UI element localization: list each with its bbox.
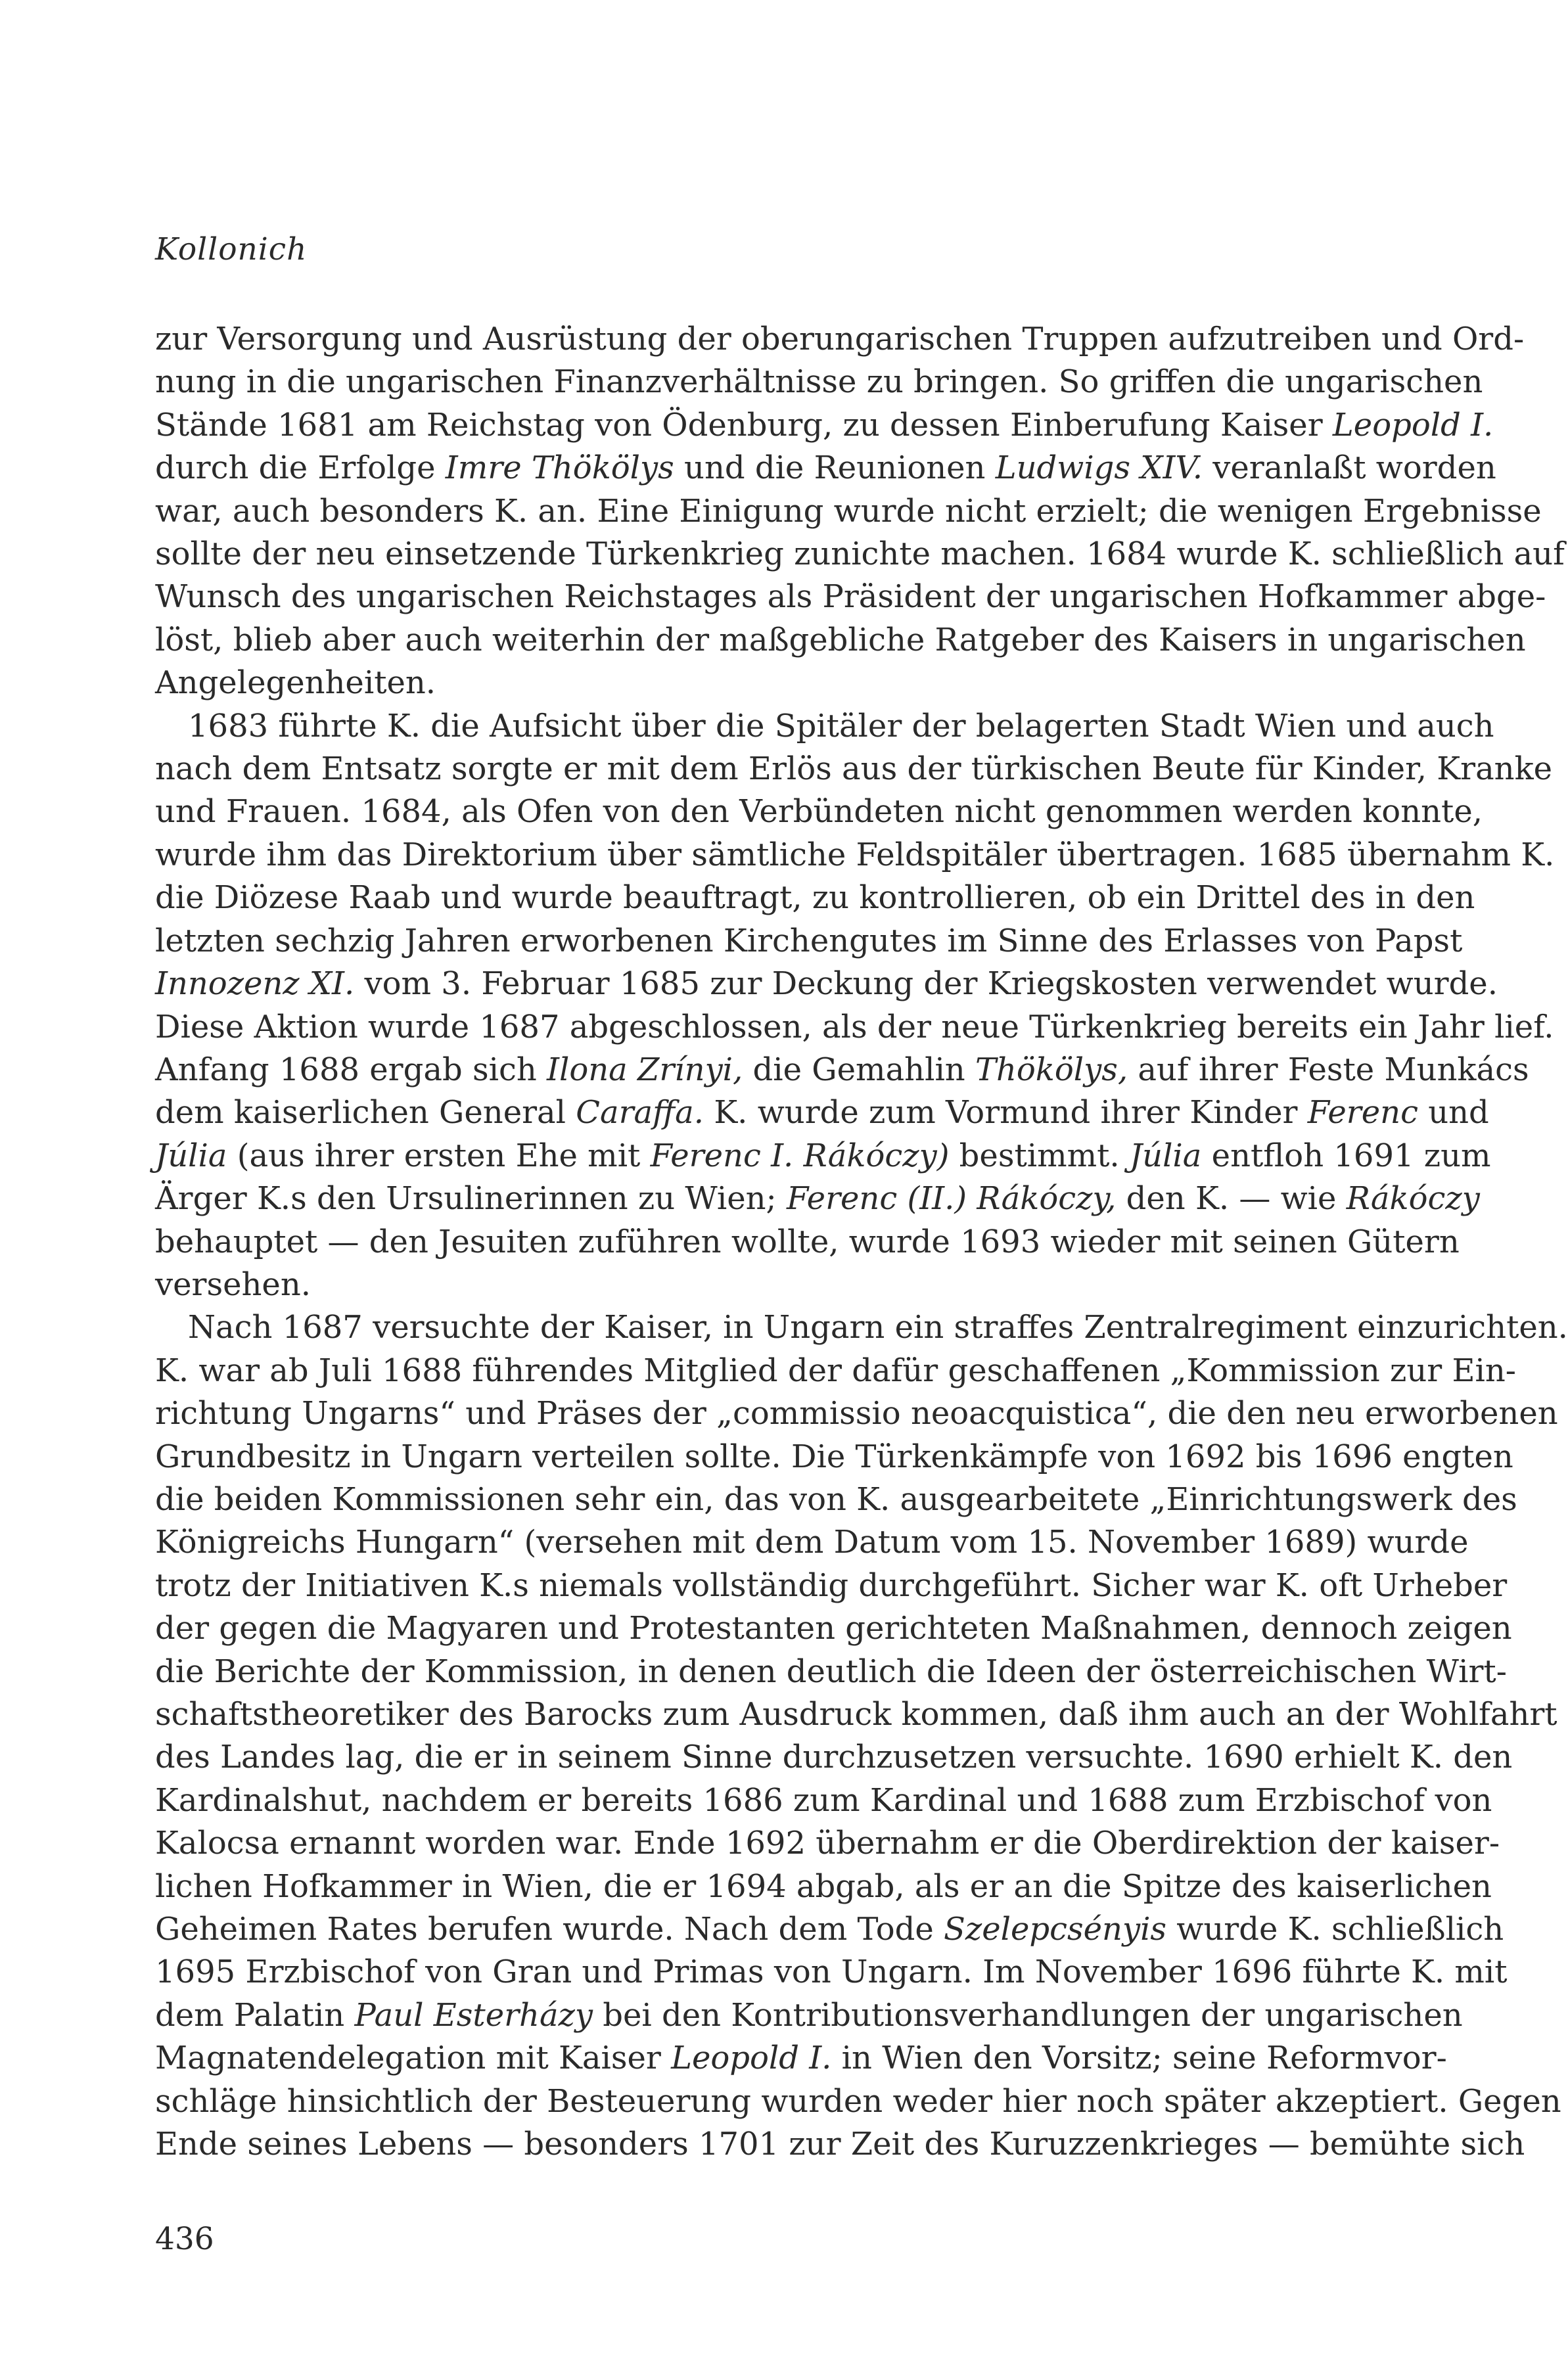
text-line: Ärger K.s den Ursulinerinnen zu Wien; Ferenc (II.) Rákóczy, den K. — wie Rákóczy xyxy=(155,1180,1480,1218)
text-line: schläge hinsichtlich der Besteuerung wurden weder hier noch später akzeptiert. Gegen xyxy=(155,2082,1561,2120)
text-line: sollte der neu einsetzende Türkenkrieg zunichte machen. 1684 wurde K. schließlich auf xyxy=(155,536,1565,573)
text-line: der gegen die Magyaren und Protestanten gerichteten Maßnahmen, dennoch zeigen xyxy=(155,1610,1512,1647)
body-text xyxy=(155,318,1568,2166)
text-line: und Frauen. 1684, als Ofen von den Verbündeten nicht genommen werden konnte, xyxy=(155,793,1483,831)
text-line: Júlia (aus ihrer ersten Ehe mit Ferenc I. Rákóczy) bestimmt. Júlia entfloh 1691 zum xyxy=(155,1137,1491,1174)
text-line: die Diözese Raab und wurde beauftragt, zu kontrollieren, ob ein Drittel des in den xyxy=(155,879,1475,917)
text-line: durch die Erfolge Imre Thökölys und die Reunionen Ludwigs XIV. veranlaßt worden xyxy=(155,449,1496,487)
text-line: 1683 führte K. die Aufsicht über die Spitäler der belagerten Stadt Wien und auch xyxy=(188,707,1494,744)
text-line: Anfang 1688 ergab sich Ilona Zrínyi, die Gemahlin Thökölys, auf ihrer Feste Munkács xyxy=(155,1051,1529,1088)
text-line: dem kaiserlichen General Caraffa. K. wurde zum Vormund ihrer Kinder Ferenc und xyxy=(155,1094,1489,1132)
text-line: nach dem Entsatz sorgte er mit dem Erlös aus der türkischen Beute für Kinder, Kranke xyxy=(155,750,1553,788)
text-line: lichen Hofkammer in Wien, die er 1694 abgab, als er an die Spitze des kaiserlichen xyxy=(155,1867,1492,1905)
text-line: Stände 1681 am Reichstag von Ödenburg, zu dessen Einberufung Kaiser Leopold I. xyxy=(155,406,1494,444)
text-line: löst, blieb aber auch weiterhin der maßgebliche Ratgeber des Kaisers in ungarischen xyxy=(155,621,1526,658)
text-line: schaftstheoretiker des Barocks zum Ausdruck kommen, daß ihm auch an der Wohlfahrt xyxy=(155,1696,1557,1733)
paragraph xyxy=(155,1306,1568,2166)
page-number: 436 xyxy=(155,2221,214,2257)
text-line: zur Versorgung und Ausrüstung der oberungarischen Truppen aufzutreiben und Ord- xyxy=(155,321,1525,357)
text-line: nung in die ungarischen Finanzverhältnisse zu bringen. So griffen die ungarischen xyxy=(155,363,1483,401)
text-line: Nach 1687 versuchte der Kaiser, in Ungarn ein straffes Zentralregiment einzurichten. xyxy=(188,1309,1568,1346)
text-line: die Berichte der Kommission, in denen deutlich die Ideen der österreichischen Wirt- xyxy=(155,1653,1507,1690)
text-line: Angelegenheiten. xyxy=(155,664,436,702)
text-line: versehen. xyxy=(155,1266,311,1303)
text-line: Wunsch des ungarischen Reichstages als Präsident der ungarischen Hofkammer abge- xyxy=(155,578,1546,616)
text-line: Ende seines Lebens — besonders 1701 zur Zeit des Kuruzzenkrieges — bemühte sich xyxy=(155,2126,1525,2163)
text-line: richtung Ungarns“ und Präses der „commissio neoacquistica“, die den neu erworbenen xyxy=(155,1395,1558,1432)
text-line: wurde ihm das Direktorium über sämtliche Feldspitäler übertragen. 1685 übernahm K. xyxy=(155,836,1555,873)
text-line: Magnatendelegation mit Kaiser Leopold I. in Wien den Vorsitz; seine Reformvor- xyxy=(155,2040,1447,2077)
text-line: des Landes lag, die er in seinem Sinne durchzusetzen versuchte. 1690 erhielt K. den xyxy=(155,1739,1513,1776)
text-line: letzten sechzig Jahren erworbenen Kirchengutes im Sinne des Erlasses von Papst xyxy=(155,922,1463,959)
text-line: Kardinalshut, nachdem er bereits 1686 zum Kardinal und 1688 zum Erzbischof von xyxy=(155,1781,1492,1819)
text-line: Grundbesitz in Ungarn verteilen sollte. Die Türkenkämpfe von 1692 bis 1696 engten xyxy=(155,1438,1513,1475)
text-line: Königreichs Hungarn“ (versehen mit dem Datum vom 15. November 1689) wurde xyxy=(155,1524,1469,1561)
paragraph xyxy=(155,318,1565,705)
text-line: 1695 Erzbischof von Gran und Primas von Ungarn. Im November 1696 führte K. mit xyxy=(155,1954,1508,1991)
text-line: Diese Aktion wurde 1687 abgeschlossen, als der neue Türkenkrieg bereits ein Jahr lief. xyxy=(155,1008,1554,1045)
text-line: die beiden Kommissionen sehr ein, das von K. ausgearbeitete „Einrichtungswerk des xyxy=(155,1480,1517,1518)
text-line: K. war ab Juli 1688 führendes Mitglied der dafür geschaffenen „Kommission zur Ein- xyxy=(155,1352,1516,1389)
text-line: behauptet — den Jesuiten zuführen wollte, wurde 1693 wieder mit seinen Gütern xyxy=(155,1223,1460,1260)
running-head: Kollonich xyxy=(155,231,308,267)
text-line: Geheimen Rates berufen wurde. Nach dem Tode Szelepcsényis wurde K. schließlich xyxy=(155,1911,1504,1948)
text-line: dem Palatin Paul Esterházy bei den Kontributionsverhandlungen der ungarischen xyxy=(155,1996,1463,2034)
text-line: war, auch besonders K. an. Eine Einigung wurde nicht erzielt; die wenigen Ergebnisse xyxy=(155,492,1542,530)
paragraph xyxy=(155,705,1555,1307)
text-line: Kalocsa ernannt worden war. Ende 1692 übernahm er die Oberdirektion der kaiser- xyxy=(155,1825,1500,1862)
text-line: Innozenz XI. vom 3. Februar 1685 zur Deckung der Kriegskosten verwendet wurde. xyxy=(155,965,1498,1003)
text-line: trotz der Initiativen K.s niemals vollständig durchgeführt. Sicher war K. oft Urheber xyxy=(155,1567,1508,1604)
